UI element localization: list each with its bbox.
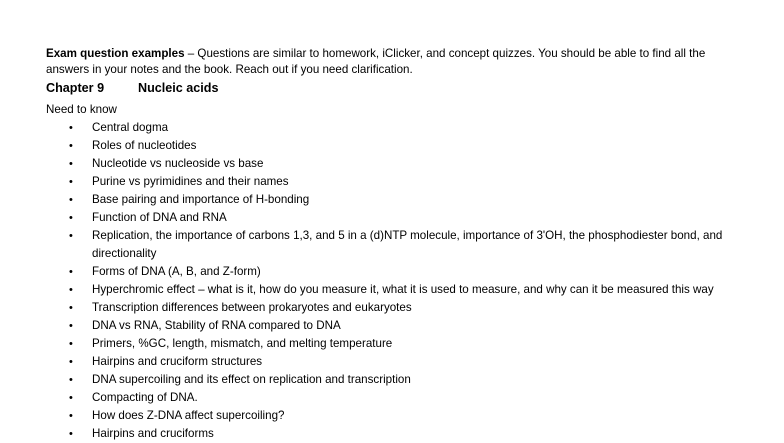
list-item-text: Primers, %GC, length, mismatch, and melting temperature (92, 337, 393, 350)
chapter-number: Chapter 9 (46, 81, 105, 95)
list-item (46, 173, 746, 191)
document-page (46, 46, 746, 443)
bullet-icon: • (69, 392, 73, 404)
list-item (46, 209, 746, 227)
list-item-text: Hairpins and cruciform structures (92, 355, 263, 368)
intro-lead: Exam question examples (46, 47, 185, 60)
list-item-text: DNA vs RNA, Stability of RNA compared to DNA (92, 319, 341, 332)
list-item (46, 155, 746, 173)
bullet-icon: • (69, 230, 73, 242)
section-heading: Need to know (46, 103, 117, 116)
list-item-text: Forms of DNA (A, B, and Z-form) (92, 265, 261, 278)
chapter-heading (46, 80, 746, 97)
bullet-icon: • (69, 284, 73, 296)
list-item (46, 137, 746, 155)
bullet-icon: • (69, 158, 73, 170)
list-item-text: Nucleotide vs nucleoside vs base (92, 157, 264, 170)
list-item (46, 389, 746, 407)
list-item-text: Replication, the importance of carbons 1,3, and 5 in a (d)NTP molecule, importance of 3'OH, the phosphodiester bond, and directionality (92, 229, 723, 260)
bullet-icon: • (69, 194, 73, 206)
intro-paragraph (46, 46, 746, 78)
list-item-text: Function of DNA and RNA (92, 211, 227, 224)
bullet-icon: • (69, 374, 73, 386)
bullet-icon: • (69, 176, 73, 188)
list-item-text: Hairpins and cruciforms (92, 427, 214, 440)
list-item (46, 281, 746, 299)
bullet-icon: • (69, 140, 73, 152)
bullet-icon: • (69, 356, 73, 368)
list-item (46, 191, 746, 209)
list-item-text: Base pairing and importance of H-bonding (92, 193, 310, 206)
list-item (46, 371, 746, 389)
list-item-text: Roles of nucleotides (92, 139, 197, 152)
list-item-text: Transcription differences between prokaryotes and eukaryotes (92, 301, 412, 314)
intro-text: – Questions are similar to homework, iClicker, and concept quizzes. You should be able to find all the answers in your notes and the book. Reach out if you need clarification. (46, 47, 706, 76)
list-item (46, 227, 746, 263)
list-item-text: How does Z-DNA affect supercoiling? (92, 409, 285, 422)
list-item (46, 119, 746, 137)
chapter-title: Nucleic acids (138, 81, 219, 95)
list-item (46, 425, 746, 443)
bullet-icon: • (69, 266, 73, 278)
bullet-icon: • (69, 212, 73, 224)
bullet-icon: • (69, 410, 73, 422)
bullet-icon: • (69, 122, 73, 134)
need-to-know-list (46, 119, 746, 443)
list-item (46, 335, 746, 353)
list-item-text: Hyperchromic effect – what is it, how do you measure it, what it is used to measure, and why can it be measured this way (92, 283, 714, 296)
bullet-icon: • (69, 428, 73, 440)
bullet-icon: • (69, 338, 73, 350)
list-item (46, 407, 746, 425)
list-item (46, 299, 746, 317)
list-item-text: Central dogma (92, 121, 169, 134)
list-item (46, 317, 746, 335)
list-item-text: Compacting of DNA. (92, 391, 198, 404)
list-item (46, 263, 746, 281)
bullet-icon: • (69, 320, 73, 332)
list-item-text: Purine vs pyrimidines and their names (92, 175, 289, 188)
list-item (46, 353, 746, 371)
bullet-icon: • (69, 302, 73, 314)
list-item-text: DNA supercoiling and its effect on replication and transcription (92, 373, 411, 386)
